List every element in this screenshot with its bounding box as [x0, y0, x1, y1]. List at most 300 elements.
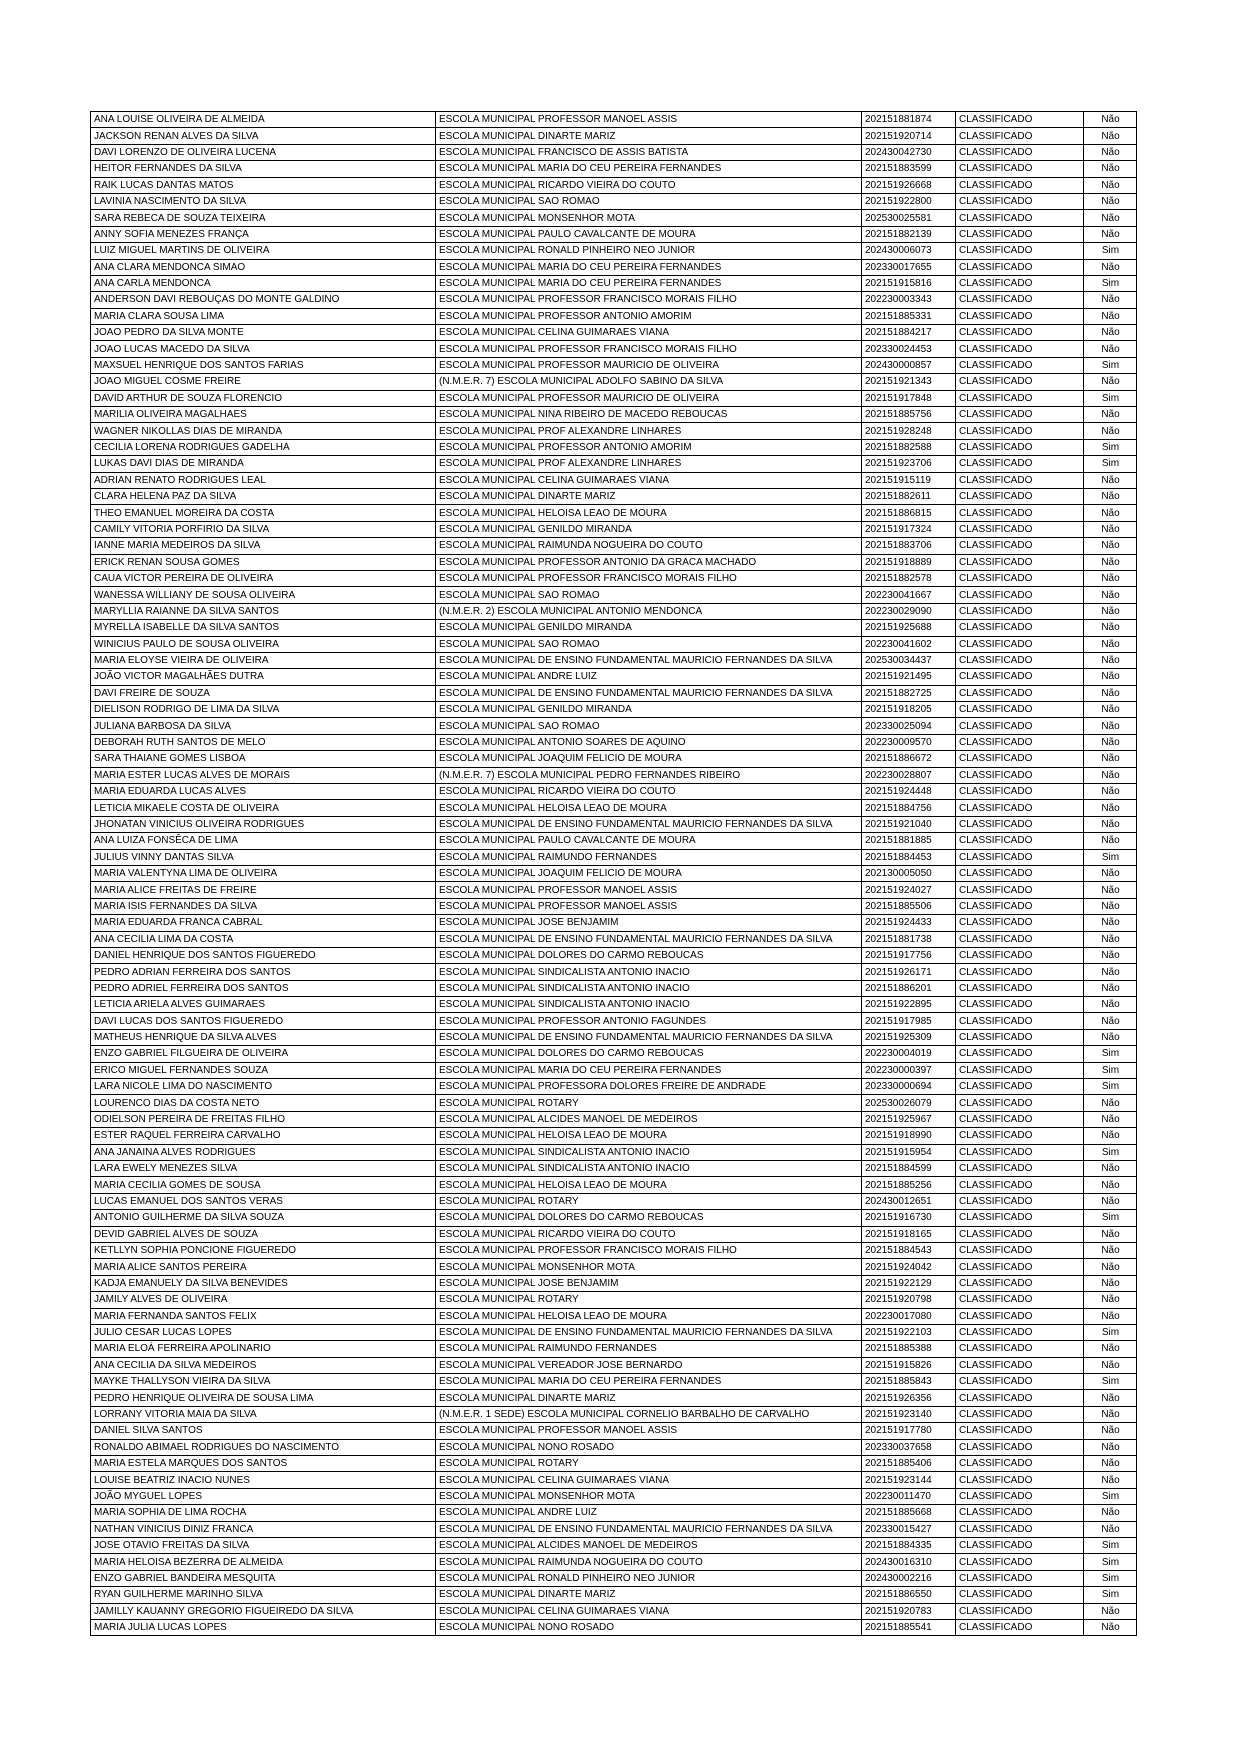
student-name-cell: MAXSUEL HENRIQUE DOS SANTOS FARIAS — [91, 357, 436, 373]
student-name-cell: CLARA HELENA PAZ DA SILVA — [91, 488, 436, 504]
flag-cell: Não — [1084, 1406, 1137, 1422]
status-cell: CLASSIFICADO — [956, 357, 1084, 373]
status-cell: CLASSIFICADO — [956, 161, 1084, 177]
table-row — [91, 1472, 1137, 1488]
student-name-cell: PEDRO HENRIQUE OLIVEIRA DE SOUSA LIMA — [91, 1390, 436, 1406]
status-cell: CLASSIFICADO — [956, 1472, 1084, 1488]
school-cell: ESCOLA MUNICIPAL DINARTE MARIZ — [436, 1587, 862, 1603]
table-row — [91, 1128, 1137, 1144]
status-cell: CLASSIFICADO — [956, 177, 1084, 193]
student-name-cell: IANNE MARIA MEDEIROS DA SILVA — [91, 538, 436, 554]
flag-cell: Não — [1084, 1341, 1137, 1357]
table-row — [91, 1374, 1137, 1390]
table-row — [91, 1456, 1137, 1472]
table-row — [91, 1111, 1137, 1127]
status-cell: CLASSIFICADO — [956, 898, 1084, 914]
status-cell: CLASSIFICADO — [956, 1554, 1084, 1570]
flag-cell: Não — [1084, 980, 1137, 996]
enrollment-number-cell: 202151882139 — [862, 226, 956, 242]
school-cell: ESCOLA MUNICIPAL RAIMUNDA NOGUEIRA DO COUTO — [436, 538, 862, 554]
enrollment-number-cell: 202151924448 — [862, 784, 956, 800]
table-row — [91, 1193, 1137, 1209]
student-name-cell: JULIUS VINNY DANTAS SILVA — [91, 849, 436, 865]
flag-cell: Não — [1084, 226, 1137, 242]
status-cell: CLASSIFICADO — [956, 980, 1084, 996]
student-name-cell: DIELISON RODRIGO DE LIMA DA SILVA — [91, 702, 436, 718]
flag-cell: Não — [1084, 308, 1137, 324]
student-name-cell: JOÃO MYGUEL LOPES — [91, 1488, 436, 1504]
student-name-cell: MARIA ELOÁ FERREIRA APOLINARIO — [91, 1341, 436, 1357]
student-name-cell: RAIK LUCAS DANTAS MATOS — [91, 177, 436, 193]
flag-cell: Não — [1084, 800, 1137, 816]
table-row — [91, 1046, 1137, 1062]
table-row — [91, 439, 1137, 455]
school-cell: ESCOLA MUNICIPAL MONSENHOR MOTA — [436, 1259, 862, 1275]
status-cell: CLASSIFICADO — [956, 308, 1084, 324]
enrollment-number-cell: 202151922895 — [862, 997, 956, 1013]
flag-cell: Sim — [1084, 1062, 1137, 1078]
student-name-cell: JOÃO VICTOR MAGALHÃES DUTRA — [91, 669, 436, 685]
flag-cell: Sim — [1084, 1374, 1137, 1390]
school-cell: ESCOLA MUNICIPAL MARIA DO CEU PEREIRA FERNANDES — [436, 1374, 862, 1390]
table-row — [91, 1275, 1137, 1291]
enrollment-number-cell: 202151884599 — [862, 1161, 956, 1177]
school-cell: ESCOLA MUNICIPAL ROTARY — [436, 1456, 862, 1472]
table-row — [91, 538, 1137, 554]
enrollment-number-cell: 202430002216 — [862, 1570, 956, 1586]
status-cell: CLASSIFICADO — [956, 1079, 1084, 1095]
school-cell: ESCOLA MUNICIPAL SAO ROMAO — [436, 193, 862, 209]
flag-cell: Não — [1084, 161, 1137, 177]
student-name-cell: MARIA ISIS FERNANDES DA SILVA — [91, 898, 436, 914]
school-cell: ESCOLA MUNICIPAL RICARDO VIEIRA DO COUTO — [436, 177, 862, 193]
table-row — [91, 308, 1137, 324]
table-row — [91, 1079, 1137, 1095]
table-row — [91, 292, 1137, 308]
school-cell: ESCOLA MUNICIPAL RONALD PINHEIRO NEO JUNIOR — [436, 1570, 862, 1586]
table-row — [91, 849, 1137, 865]
table-row — [91, 669, 1137, 685]
table-row — [91, 587, 1137, 603]
student-name-cell: WANESSA WILLIANY DE SOUSA OLIVEIRA — [91, 587, 436, 603]
school-cell: ESCOLA MUNICIPAL PROFESSOR FRANCISCO MORAIS FILHO — [436, 570, 862, 586]
enrollment-number-cell: 202151882578 — [862, 570, 956, 586]
table-row — [91, 243, 1137, 259]
status-cell: CLASSIFICADO — [956, 816, 1084, 832]
flag-cell: Não — [1084, 1275, 1137, 1291]
flag-cell: Não — [1084, 603, 1137, 619]
enrollment-number-cell: 202151884756 — [862, 800, 956, 816]
student-name-cell: DANIEL SILVA SANTOS — [91, 1423, 436, 1439]
student-name-cell: MARIA EDUARDA FRANCA CABRAL — [91, 915, 436, 931]
table-row — [91, 1554, 1137, 1570]
school-cell: ESCOLA MUNICIPAL DOLORES DO CARMO REBOUCAS — [436, 1046, 862, 1062]
table-row — [91, 964, 1137, 980]
results-table-body — [91, 112, 1137, 1636]
enrollment-number-cell: 202151921343 — [862, 374, 956, 390]
flag-cell: Não — [1084, 931, 1137, 947]
student-name-cell: ERICO MIGUEL FERNANDES SOUZA — [91, 1062, 436, 1078]
table-row — [91, 1587, 1137, 1603]
school-cell: ESCOLA MUNICIPAL SAO ROMAO — [436, 587, 862, 603]
flag-cell: Não — [1084, 1259, 1137, 1275]
school-cell: ESCOLA MUNICIPAL MARIA DO CEU PEREIRA FERNANDES — [436, 259, 862, 275]
flag-cell: Sim — [1084, 1587, 1137, 1603]
flag-cell: Não — [1084, 1226, 1137, 1242]
status-cell: CLASSIFICADO — [956, 243, 1084, 259]
table-row — [91, 275, 1137, 291]
status-cell: CLASSIFICADO — [956, 1357, 1084, 1373]
school-cell: ESCOLA MUNICIPAL PROFESSOR MANOEL ASSIS — [436, 882, 862, 898]
flag-cell: Não — [1084, 816, 1137, 832]
status-cell: CLASSIFICADO — [956, 292, 1084, 308]
enrollment-number-cell: 202430042730 — [862, 144, 956, 160]
school-cell: ESCOLA MUNICIPAL PROFESSOR ANTONIO DA GRACA MACHADO — [436, 554, 862, 570]
enrollment-number-cell: 202151883706 — [862, 538, 956, 554]
enrollment-number-cell: 202151882611 — [862, 488, 956, 504]
flag-cell: Não — [1084, 1521, 1137, 1537]
status-cell: CLASSIFICADO — [956, 374, 1084, 390]
school-cell: ESCOLA MUNICIPAL RICARDO VIEIRA DO COUTO — [436, 784, 862, 800]
enrollment-number-cell: 202151915826 — [862, 1357, 956, 1373]
table-row — [91, 193, 1137, 209]
flag-cell: Não — [1084, 1357, 1137, 1373]
flag-cell: Sim — [1084, 1554, 1137, 1570]
enrollment-number-cell: 202151925967 — [862, 1111, 956, 1127]
student-name-cell: LUIZ MIGUEL MARTINS DE OLIVEIRA — [91, 243, 436, 259]
status-cell: CLASSIFICADO — [956, 947, 1084, 963]
flag-cell: Não — [1084, 210, 1137, 226]
student-name-cell: LAVINIA NASCIMENTO DA SILVA — [91, 193, 436, 209]
table-row — [91, 865, 1137, 881]
flag-cell: Não — [1084, 1111, 1137, 1127]
flag-cell: Não — [1084, 652, 1137, 668]
status-cell: CLASSIFICADO — [956, 636, 1084, 652]
flag-cell: Não — [1084, 554, 1137, 570]
status-cell: CLASSIFICADO — [956, 1177, 1084, 1193]
enrollment-number-cell: 202230017080 — [862, 1308, 956, 1324]
enrollment-number-cell: 202430016310 — [862, 1554, 956, 1570]
flag-cell: Não — [1084, 1619, 1137, 1635]
flag-cell: Não — [1084, 587, 1137, 603]
table-row — [91, 554, 1137, 570]
enrollment-number-cell: 202230003343 — [862, 292, 956, 308]
enrollment-number-cell: 202151923144 — [862, 1472, 956, 1488]
flag-cell: Não — [1084, 669, 1137, 685]
school-cell: ESCOLA MUNICIPAL ALCIDES MANOEL DE MEDEIROS — [436, 1111, 862, 1127]
status-cell: CLASSIFICADO — [956, 226, 1084, 242]
enrollment-number-cell: 202151920798 — [862, 1292, 956, 1308]
flag-cell: Sim — [1084, 1144, 1137, 1160]
status-cell: CLASSIFICADO — [956, 915, 1084, 931]
enrollment-number-cell: 202151926668 — [862, 177, 956, 193]
flag-cell: Não — [1084, 751, 1137, 767]
flag-cell: Não — [1084, 570, 1137, 586]
status-cell: CLASSIFICADO — [956, 1406, 1084, 1422]
enrollment-number-cell: 202151885506 — [862, 898, 956, 914]
table-row — [91, 1062, 1137, 1078]
status-cell: CLASSIFICADO — [956, 1161, 1084, 1177]
school-cell: ESCOLA MUNICIPAL DE ENSINO FUNDAMENTAL MAURICIO FERNANDES DA SILVA — [436, 816, 862, 832]
enrollment-number-cell: 202151882588 — [862, 439, 956, 455]
school-cell: ESCOLA MUNICIPAL DOLORES DO CARMO REBOUCAS — [436, 947, 862, 963]
student-name-cell: ADRIAN RENATO RODRIGUES LEAL — [91, 472, 436, 488]
flag-cell: Não — [1084, 882, 1137, 898]
school-cell: ESCOLA MUNICIPAL MONSENHOR MOTA — [436, 1488, 862, 1504]
student-name-cell: MARIA SOPHIA DE LIMA ROCHA — [91, 1505, 436, 1521]
student-name-cell: MARIA JULIA LUCAS LOPES — [91, 1619, 436, 1635]
table-row — [91, 1406, 1137, 1422]
enrollment-number-cell: 202530034437 — [862, 652, 956, 668]
school-cell: ESCOLA MUNICIPAL RAIMUNDO FERNANDES — [436, 849, 862, 865]
status-cell: CLASSIFICADO — [956, 1095, 1084, 1111]
table-row — [91, 784, 1137, 800]
school-cell: ESCOLA MUNICIPAL PROFESSOR FRANCISCO MORAIS FILHO — [436, 292, 862, 308]
status-cell: CLASSIFICADO — [956, 833, 1084, 849]
student-name-cell: LOUISE BEATRIZ INACIO NUNES — [91, 1472, 436, 1488]
status-cell: CLASSIFICADO — [956, 1603, 1084, 1619]
flag-cell: Não — [1084, 112, 1137, 128]
student-name-cell: MARILIA OLIVEIRA MAGALHAES — [91, 407, 436, 423]
table-row — [91, 390, 1137, 406]
student-name-cell: SARA REBECA DE SOUZA TEIXEIRA — [91, 210, 436, 226]
table-row — [91, 1259, 1137, 1275]
enrollment-number-cell: 202230011470 — [862, 1488, 956, 1504]
status-cell: CLASSIFICADO — [956, 1259, 1084, 1275]
school-cell: ESCOLA MUNICIPAL CELINA GUIMARAES VIANA — [436, 1603, 862, 1619]
enrollment-number-cell: 202151923706 — [862, 456, 956, 472]
flag-cell: Não — [1084, 767, 1137, 783]
school-cell: (N.M.E.R. 7) ESCOLA MUNICIPAL ADOLFO SABINO DA SILVA — [436, 374, 862, 390]
status-cell: CLASSIFICADO — [956, 144, 1084, 160]
status-cell: CLASSIFICADO — [956, 1013, 1084, 1029]
flag-cell: Não — [1084, 423, 1137, 439]
status-cell: CLASSIFICADO — [956, 570, 1084, 586]
enrollment-number-cell: 202151886672 — [862, 751, 956, 767]
flag-cell: Não — [1084, 292, 1137, 308]
student-name-cell: ANA JANAINA ALVES RODRIGUES — [91, 1144, 436, 1160]
flag-cell: Não — [1084, 488, 1137, 504]
school-cell: ESCOLA MUNICIPAL SAO ROMAO — [436, 636, 862, 652]
status-cell: CLASSIFICADO — [956, 1144, 1084, 1160]
student-name-cell: NATHAN VINICIUS DINIZ FRANCA — [91, 1521, 436, 1537]
status-cell: CLASSIFICADO — [956, 1521, 1084, 1537]
student-name-cell: MARIA ESTELA MARQUES DOS SANTOS — [91, 1456, 436, 1472]
student-name-cell: MATHEUS HENRIQUE DA SILVA ALVES — [91, 1029, 436, 1045]
student-name-cell: MARIA CECILIA GOMES DE SOUSA — [91, 1177, 436, 1193]
student-name-cell: KADJA EMANUELY DA SILVA BENEVIDES — [91, 1275, 436, 1291]
flag-cell: Não — [1084, 521, 1137, 537]
table-row — [91, 177, 1137, 193]
enrollment-number-cell: 202330025094 — [862, 718, 956, 734]
status-cell: CLASSIFICADO — [956, 964, 1084, 980]
enrollment-number-cell: 202151921040 — [862, 816, 956, 832]
status-cell: CLASSIFICADO — [956, 1210, 1084, 1226]
student-name-cell: WINICIUS PAULO DE SOUSA OLIVEIRA — [91, 636, 436, 652]
table-row — [91, 915, 1137, 931]
enrollment-number-cell: 202151886815 — [862, 505, 956, 521]
status-cell: CLASSIFICADO — [956, 554, 1084, 570]
enrollment-number-cell: 202151885388 — [862, 1341, 956, 1357]
student-name-cell: JOAO LUCAS MACEDO DA SILVA — [91, 341, 436, 357]
table-row — [91, 1095, 1137, 1111]
table-row — [91, 407, 1137, 423]
flag-cell: Sim — [1084, 1079, 1137, 1095]
school-cell: ESCOLA MUNICIPAL ANDRE LUIZ — [436, 1505, 862, 1521]
enrollment-number-cell: 202151918205 — [862, 702, 956, 718]
student-name-cell: LARA EWELY MENEZES SILVA — [91, 1161, 436, 1177]
enrollment-number-cell: 202151915119 — [862, 472, 956, 488]
school-cell: ESCOLA MUNICIPAL DOLORES DO CARMO REBOUCAS — [436, 1210, 862, 1226]
status-cell: CLASSIFICADO — [956, 865, 1084, 881]
status-cell: CLASSIFICADO — [956, 784, 1084, 800]
flag-cell: Sim — [1084, 243, 1137, 259]
table-row — [91, 816, 1137, 832]
school-cell: ESCOLA MUNICIPAL PROFESSOR FRANCISCO MORAIS FILHO — [436, 1242, 862, 1258]
student-name-cell: MYRELLA ISABELLE DA SILVA SANTOS — [91, 620, 436, 636]
school-cell: ESCOLA MUNICIPAL DINARTE MARIZ — [436, 128, 862, 144]
student-name-cell: KETLLYN SOPHIA PONCIONE FIGUEREDO — [91, 1242, 436, 1258]
school-cell: ESCOLA MUNICIPAL JOAQUIM FELICIO DE MOURA — [436, 865, 862, 881]
status-cell: CLASSIFICADO — [956, 1587, 1084, 1603]
school-cell: ESCOLA MUNICIPAL ALCIDES MANOEL DE MEDEIROS — [436, 1537, 862, 1553]
table-row — [91, 734, 1137, 750]
school-cell: ESCOLA MUNICIPAL ROTARY — [436, 1292, 862, 1308]
flag-cell: Sim — [1084, 1570, 1137, 1586]
student-name-cell: MARIA FERNANDA SANTOS FELIX — [91, 1308, 436, 1324]
flag-cell: Não — [1084, 259, 1137, 275]
status-cell: CLASSIFICADO — [956, 341, 1084, 357]
table-row — [91, 1390, 1137, 1406]
student-name-cell: DANIEL HENRIQUE DOS SANTOS FIGUEREDO — [91, 947, 436, 963]
status-cell: CLASSIFICADO — [956, 1111, 1084, 1127]
school-cell: ESCOLA MUNICIPAL DE ENSINO FUNDAMENTAL MAURICIO FERNANDES DA SILVA — [436, 1521, 862, 1537]
school-cell: ESCOLA MUNICIPAL PROFESSOR ANTONIO AMORIM — [436, 439, 862, 455]
student-name-cell: MARYLLIA RAIANNE DA SILVA SANTOS — [91, 603, 436, 619]
flag-cell: Sim — [1084, 1046, 1137, 1062]
flag-cell: Não — [1084, 1505, 1137, 1521]
flag-cell: Não — [1084, 1308, 1137, 1324]
table-row — [91, 1537, 1137, 1553]
table-row — [91, 882, 1137, 898]
flag-cell: Não — [1084, 1390, 1137, 1406]
enrollment-number-cell: 202151917848 — [862, 390, 956, 406]
school-cell: ESCOLA MUNICIPAL VEREADOR JOSE BERNARDO — [436, 1357, 862, 1373]
status-cell: CLASSIFICADO — [956, 407, 1084, 423]
table-row — [91, 767, 1137, 783]
status-cell: CLASSIFICADO — [956, 505, 1084, 521]
school-cell: ESCOLA MUNICIPAL RAIMUNDA NOGUEIRA DO COUTO — [436, 1554, 862, 1570]
status-cell: CLASSIFICADO — [956, 800, 1084, 816]
table-row — [91, 947, 1137, 963]
flag-cell: Não — [1084, 1603, 1137, 1619]
enrollment-number-cell: 202151886201 — [862, 980, 956, 996]
student-name-cell: LOURENCO DIAS DA COSTA NETO — [91, 1095, 436, 1111]
status-cell: CLASSIFICADO — [956, 112, 1084, 128]
student-name-cell: ANA LOUISE OLIVEIRA DE ALMEIDA — [91, 112, 436, 128]
table-row — [91, 128, 1137, 144]
enrollment-number-cell: 202151917756 — [862, 947, 956, 963]
school-cell: ESCOLA MUNICIPAL CELINA GUIMARAES VIANA — [436, 1472, 862, 1488]
enrollment-number-cell: 202151917985 — [862, 1013, 956, 1029]
table-row — [91, 1423, 1137, 1439]
school-cell: ESCOLA MUNICIPAL HELOISA LEAO DE MOURA — [436, 800, 862, 816]
enrollment-number-cell: 202330015427 — [862, 1521, 956, 1537]
table-row — [91, 112, 1137, 128]
flag-cell: Não — [1084, 374, 1137, 390]
enrollment-number-cell: 202151918165 — [862, 1226, 956, 1242]
school-cell: ESCOLA MUNICIPAL DE ENSINO FUNDAMENTAL MAURICIO FERNANDES DA SILVA — [436, 652, 862, 668]
flag-cell: Não — [1084, 702, 1137, 718]
flag-cell: Sim — [1084, 1324, 1137, 1340]
school-cell: ESCOLA MUNICIPAL NONO ROSADO — [436, 1439, 862, 1455]
table-row — [91, 1570, 1137, 1586]
school-cell: ESCOLA MUNICIPAL HELOISA LEAO DE MOURA — [436, 1128, 862, 1144]
enrollment-number-cell: 202151881885 — [862, 833, 956, 849]
flag-cell: Não — [1084, 325, 1137, 341]
status-cell: CLASSIFICADO — [956, 734, 1084, 750]
status-cell: CLASSIFICADO — [956, 193, 1084, 209]
status-cell: CLASSIFICADO — [956, 538, 1084, 554]
school-cell: ESCOLA MUNICIPAL RAIMUNDO FERNANDES — [436, 1341, 862, 1357]
student-name-cell: JAMILY ALVES DE OLIVEIRA — [91, 1292, 436, 1308]
school-cell: ESCOLA MUNICIPAL PROFESSOR ANTONIO FAGUNDES — [436, 1013, 862, 1029]
table-row — [91, 1210, 1137, 1226]
enrollment-number-cell: 202151885256 — [862, 1177, 956, 1193]
status-cell: CLASSIFICADO — [956, 1308, 1084, 1324]
school-cell: ESCOLA MUNICIPAL PROFESSORA DOLORES FREIRE DE ANDRADE — [436, 1079, 862, 1095]
status-cell: CLASSIFICADO — [956, 275, 1084, 291]
table-row — [91, 1603, 1137, 1619]
flag-cell: Não — [1084, 1292, 1137, 1308]
classification-results-table — [90, 111, 1137, 1636]
table-row — [91, 1324, 1137, 1340]
table-row — [91, 718, 1137, 734]
school-cell: ESCOLA MUNICIPAL FRANCISCO DE ASSIS BATISTA — [436, 144, 862, 160]
table-row — [91, 980, 1137, 996]
flag-cell: Não — [1084, 341, 1137, 357]
status-cell: CLASSIFICADO — [956, 1374, 1084, 1390]
table-row — [91, 570, 1137, 586]
enrollment-number-cell: 202151922103 — [862, 1324, 956, 1340]
student-name-cell: MARIA EDUARDA LUCAS ALVES — [91, 784, 436, 800]
school-cell: ESCOLA MUNICIPAL MARIA DO CEU PEREIRA FERNANDES — [436, 161, 862, 177]
school-cell: ESCOLA MUNICIPAL ROTARY — [436, 1095, 862, 1111]
student-name-cell: ANA CECILIA LIMA DA COSTA — [91, 931, 436, 947]
school-cell: ESCOLA MUNICIPAL SINDICALISTA ANTONIO INACIO — [436, 964, 862, 980]
table-row — [91, 374, 1137, 390]
table-row — [91, 161, 1137, 177]
school-cell: ESCOLA MUNICIPAL PROFESSOR FRANCISCO MORAIS FILHO — [436, 341, 862, 357]
student-name-cell: ANA CECILIA DA SILVA MEDEIROS — [91, 1357, 436, 1373]
status-cell: CLASSIFICADO — [956, 1226, 1084, 1242]
school-cell: ESCOLA MUNICIPAL SINDICALISTA ANTONIO INACIO — [436, 997, 862, 1013]
status-cell: CLASSIFICADO — [956, 751, 1084, 767]
student-name-cell: WAGNER NIKOLLAS DIAS DE MIRANDA — [91, 423, 436, 439]
table-row — [91, 1242, 1137, 1258]
school-cell: ESCOLA MUNICIPAL ANDRE LUIZ — [436, 669, 862, 685]
student-name-cell: LORRANY VITORIA MAIA DA SILVA — [91, 1406, 436, 1422]
school-cell: ESCOLA MUNICIPAL HELOISA LEAO DE MOURA — [436, 505, 862, 521]
student-name-cell: PEDRO ADRIEL FERREIRA DOS SANTOS — [91, 980, 436, 996]
table-row — [91, 1029, 1137, 1045]
enrollment-number-cell: 202151881738 — [862, 931, 956, 947]
flag-cell: Não — [1084, 964, 1137, 980]
status-cell: CLASSIFICADO — [956, 472, 1084, 488]
school-cell: ESCOLA MUNICIPAL GENILDO MIRANDA — [436, 521, 862, 537]
status-cell: CLASSIFICADO — [956, 652, 1084, 668]
flag-cell: Não — [1084, 1177, 1137, 1193]
